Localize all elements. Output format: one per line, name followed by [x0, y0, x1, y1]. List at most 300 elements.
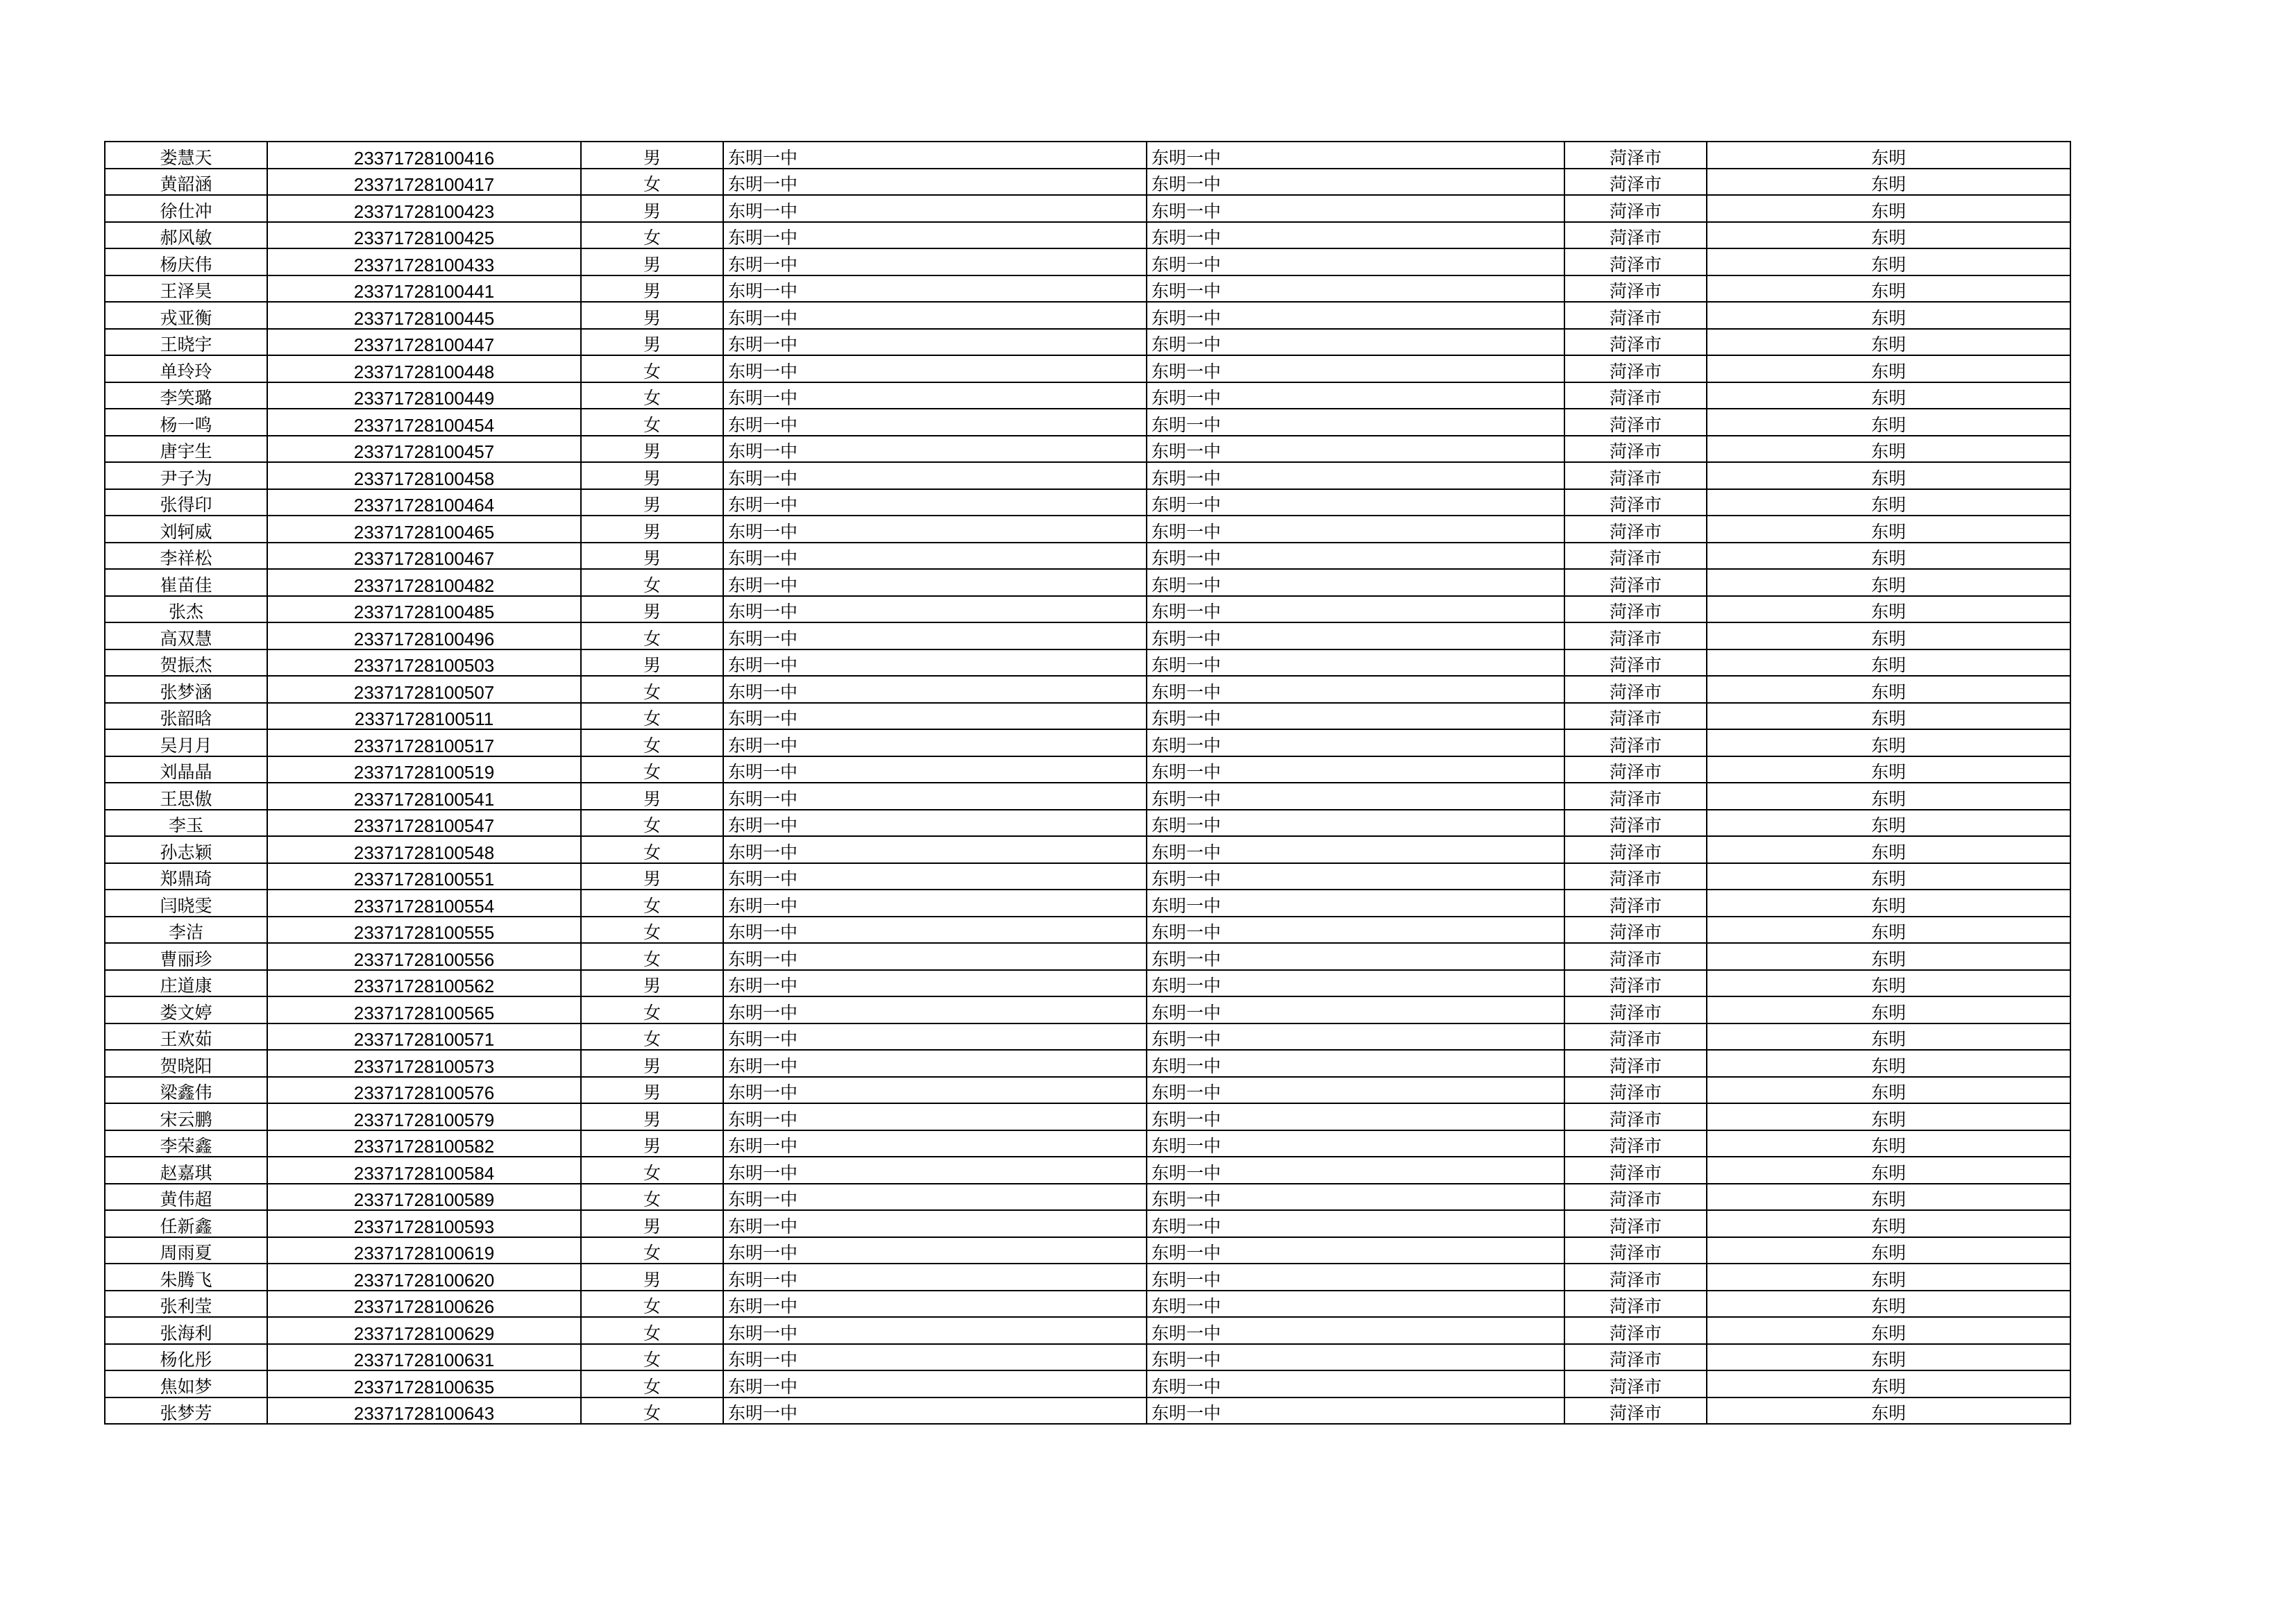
county-cell: 东明 [1707, 1291, 2070, 1318]
exam-number-cell: 23371728100464 [267, 489, 581, 516]
exam-number-cell: 23371728100643 [267, 1397, 581, 1425]
student-name-cell: 闫晓雯 [105, 890, 267, 917]
school-cell: 东明一中 [723, 275, 1147, 303]
table-row [105, 622, 2070, 649]
table-row [105, 836, 2070, 863]
student-name-cell: 娄文婷 [105, 996, 267, 1023]
exam-site-cell: 东明一中 [1147, 543, 1564, 570]
exam-number-cell: 23371728100579 [267, 1103, 581, 1130]
exam-site-cell: 东明一中 [1147, 569, 1564, 596]
city-cell: 菏泽市 [1564, 863, 1707, 890]
gender-cell: 男 [581, 1130, 723, 1157]
school-cell: 东明一中 [723, 195, 1147, 222]
table-row [105, 1370, 2070, 1397]
city-cell: 菏泽市 [1564, 462, 1707, 489]
exam-number-cell: 23371728100589 [267, 1184, 581, 1211]
county-cell: 东明 [1707, 543, 2070, 570]
exam-number-cell: 23371728100482 [267, 569, 581, 596]
school-cell: 东明一中 [723, 248, 1147, 275]
school-cell: 东明一中 [723, 622, 1147, 649]
table-row [105, 275, 2070, 303]
school-cell: 东明一中 [723, 1157, 1147, 1184]
gender-cell: 女 [581, 1370, 723, 1397]
exam-number-cell: 23371728100507 [267, 676, 581, 703]
exam-number-cell: 23371728100631 [267, 1344, 581, 1371]
school-cell: 东明一中 [723, 1397, 1147, 1425]
gender-cell: 女 [581, 1344, 723, 1371]
gender-cell: 女 [581, 729, 723, 756]
city-cell: 菏泽市 [1564, 649, 1707, 677]
school-cell: 东明一中 [723, 543, 1147, 570]
table-row [105, 996, 2070, 1023]
gender-cell: 女 [581, 569, 723, 596]
table-row [105, 703, 2070, 730]
table-row [105, 1264, 2070, 1291]
city-cell: 菏泽市 [1564, 890, 1707, 917]
exam-site-cell: 东明一中 [1147, 863, 1564, 890]
exam-site-cell: 东明一中 [1147, 1023, 1564, 1051]
gender-cell: 男 [581, 783, 723, 810]
exam-site-cell: 东明一中 [1147, 1184, 1564, 1211]
gender-cell: 女 [581, 836, 723, 863]
school-cell: 东明一中 [723, 996, 1147, 1023]
school-cell: 东明一中 [723, 222, 1147, 249]
gender-cell: 男 [581, 302, 723, 329]
exam-number-cell: 23371728100556 [267, 943, 581, 970]
table-row [105, 1130, 2070, 1157]
exam-site-cell: 东明一中 [1147, 996, 1564, 1023]
exam-site-cell: 东明一中 [1147, 1157, 1564, 1184]
exam-number-cell: 23371728100496 [267, 622, 581, 649]
exam-number-cell: 23371728100503 [267, 649, 581, 677]
exam-number-cell: 23371728100554 [267, 890, 581, 917]
exam-number-cell: 23371728100445 [267, 302, 581, 329]
table-row [105, 436, 2070, 463]
city-cell: 菏泽市 [1564, 1397, 1707, 1425]
exam-number-cell: 23371728100448 [267, 355, 581, 382]
city-cell: 菏泽市 [1564, 996, 1707, 1023]
exam-site-cell: 东明一中 [1147, 1130, 1564, 1157]
student-name-cell: 王晓宇 [105, 329, 267, 356]
city-cell: 菏泽市 [1564, 917, 1707, 944]
student-name-cell: 崔苗佳 [105, 569, 267, 596]
city-cell: 菏泽市 [1564, 1130, 1707, 1157]
county-cell: 东明 [1707, 489, 2070, 516]
student-name-cell: 李洁 [105, 917, 267, 944]
city-cell: 菏泽市 [1564, 836, 1707, 863]
exam-number-cell: 23371728100555 [267, 917, 581, 944]
city-cell: 菏泽市 [1564, 516, 1707, 543]
gender-cell: 女 [581, 1157, 723, 1184]
exam-number-cell: 23371728100519 [267, 756, 581, 783]
county-cell: 东明 [1707, 329, 2070, 356]
gender-cell: 女 [581, 1397, 723, 1425]
city-cell: 菏泽市 [1564, 1103, 1707, 1130]
school-cell: 东明一中 [723, 569, 1147, 596]
school-cell: 东明一中 [723, 863, 1147, 890]
county-cell: 东明 [1707, 783, 2070, 810]
county-cell: 东明 [1707, 1157, 2070, 1184]
school-cell: 东明一中 [723, 302, 1147, 329]
roster-table-body [105, 142, 2070, 1424]
school-cell: 东明一中 [723, 1237, 1147, 1264]
exam-number-cell: 23371728100562 [267, 970, 581, 997]
exam-number-cell: 23371728100417 [267, 169, 581, 196]
city-cell: 菏泽市 [1564, 1023, 1707, 1051]
county-cell: 东明 [1707, 409, 2070, 436]
table-row [105, 1291, 2070, 1318]
city-cell: 菏泽市 [1564, 703, 1707, 730]
exam-site-cell: 东明一中 [1147, 1077, 1564, 1104]
exam-number-cell: 23371728100447 [267, 329, 581, 356]
student-name-cell: 郝风敏 [105, 222, 267, 249]
exam-number-cell: 23371728100629 [267, 1317, 581, 1344]
student-name-cell: 王欢茹 [105, 1023, 267, 1051]
exam-site-cell: 东明一中 [1147, 596, 1564, 623]
exam-number-cell: 23371728100423 [267, 195, 581, 222]
city-cell: 菏泽市 [1564, 1264, 1707, 1291]
county-cell: 东明 [1707, 1023, 2070, 1051]
school-cell: 东明一中 [723, 1050, 1147, 1077]
city-cell: 菏泽市 [1564, 1210, 1707, 1237]
county-cell: 东明 [1707, 729, 2070, 756]
school-cell: 东明一中 [723, 783, 1147, 810]
exam-site-cell: 东明一中 [1147, 970, 1564, 997]
gender-cell: 女 [581, 382, 723, 409]
exam-site-cell: 东明一中 [1147, 1210, 1564, 1237]
county-cell: 东明 [1707, 1317, 2070, 1344]
county-cell: 东明 [1707, 1130, 2070, 1157]
city-cell: 菏泽市 [1564, 756, 1707, 783]
school-cell: 东明一中 [723, 436, 1147, 463]
student-name-cell: 刘晶晶 [105, 756, 267, 783]
student-name-cell: 高双慧 [105, 622, 267, 649]
exam-site-cell: 东明一中 [1147, 1050, 1564, 1077]
student-name-cell: 杨化彤 [105, 1344, 267, 1371]
exam-number-cell: 23371728100465 [267, 516, 581, 543]
table-row [105, 142, 2070, 169]
student-name-cell: 李笑璐 [105, 382, 267, 409]
gender-cell: 女 [581, 1023, 723, 1051]
city-cell: 菏泽市 [1564, 489, 1707, 516]
exam-site-cell: 东明一中 [1147, 275, 1564, 303]
exam-number-cell: 23371728100551 [267, 863, 581, 890]
student-name-cell: 张得印 [105, 489, 267, 516]
city-cell: 菏泽市 [1564, 169, 1707, 196]
school-cell: 东明一中 [723, 329, 1147, 356]
gender-cell: 女 [581, 756, 723, 783]
exam-site-cell: 东明一中 [1147, 703, 1564, 730]
exam-number-cell: 23371728100582 [267, 1130, 581, 1157]
school-cell: 东明一中 [723, 970, 1147, 997]
exam-site-cell: 东明一中 [1147, 1370, 1564, 1397]
exam-number-cell: 23371728100620 [267, 1264, 581, 1291]
student-name-cell: 贺振杰 [105, 649, 267, 677]
exam-site-cell: 东明一中 [1147, 1237, 1564, 1264]
city-cell: 菏泽市 [1564, 543, 1707, 570]
exam-site-cell: 东明一中 [1147, 409, 1564, 436]
student-name-cell: 唐宇生 [105, 436, 267, 463]
exam-number-cell: 23371728100584 [267, 1157, 581, 1184]
exam-number-cell: 23371728100454 [267, 409, 581, 436]
county-cell: 东明 [1707, 970, 2070, 997]
county-cell: 东明 [1707, 1210, 2070, 1237]
school-cell: 东明一中 [723, 382, 1147, 409]
city-cell: 菏泽市 [1564, 329, 1707, 356]
table-row [105, 409, 2070, 436]
city-cell: 菏泽市 [1564, 1184, 1707, 1211]
city-cell: 菏泽市 [1564, 783, 1707, 810]
student-name-cell: 张韶晗 [105, 703, 267, 730]
city-cell: 菏泽市 [1564, 596, 1707, 623]
student-name-cell: 宋云鹏 [105, 1103, 267, 1130]
city-cell: 菏泽市 [1564, 943, 1707, 970]
exam-site-cell: 东明一中 [1147, 222, 1564, 249]
gender-cell: 女 [581, 409, 723, 436]
city-cell: 菏泽市 [1564, 436, 1707, 463]
city-cell: 菏泽市 [1564, 1344, 1707, 1371]
exam-number-cell: 23371728100425 [267, 222, 581, 249]
table-row [105, 1317, 2070, 1344]
table-row [105, 1023, 2070, 1051]
table-row [105, 569, 2070, 596]
school-cell: 东明一中 [723, 1210, 1147, 1237]
county-cell: 东明 [1707, 142, 2070, 169]
table-row [105, 489, 2070, 516]
exam-number-cell: 23371728100511 [267, 703, 581, 730]
gender-cell: 女 [581, 676, 723, 703]
table-row [105, 810, 2070, 837]
gender-cell: 男 [581, 970, 723, 997]
table-row [105, 890, 2070, 917]
school-cell: 东明一中 [723, 810, 1147, 837]
county-cell: 东明 [1707, 622, 2070, 649]
gender-cell: 男 [581, 142, 723, 169]
student-name-cell: 周雨夏 [105, 1237, 267, 1264]
exam-site-cell: 东明一中 [1147, 1344, 1564, 1371]
exam-site-cell: 东明一中 [1147, 890, 1564, 917]
table-row [105, 516, 2070, 543]
table-row [105, 1077, 2070, 1104]
student-name-cell: 李祥松 [105, 543, 267, 570]
student-name-cell: 王思傲 [105, 783, 267, 810]
city-cell: 菏泽市 [1564, 222, 1707, 249]
student-name-cell: 张杰 [105, 596, 267, 623]
table-row [105, 1157, 2070, 1184]
exam-number-cell: 23371728100576 [267, 1077, 581, 1104]
student-name-cell: 杨一鸣 [105, 409, 267, 436]
table-row [105, 943, 2070, 970]
table-row [105, 783, 2070, 810]
table-row [105, 756, 2070, 783]
exam-number-cell: 23371728100593 [267, 1210, 581, 1237]
city-cell: 菏泽市 [1564, 676, 1707, 703]
county-cell: 东明 [1707, 996, 2070, 1023]
student-name-cell: 刘轲威 [105, 516, 267, 543]
student-name-cell: 李荣鑫 [105, 1130, 267, 1157]
city-cell: 菏泽市 [1564, 810, 1707, 837]
table-row [105, 1397, 2070, 1425]
county-cell: 东明 [1707, 1397, 2070, 1425]
exam-site-cell: 东明一中 [1147, 917, 1564, 944]
exam-site-cell: 东明一中 [1147, 462, 1564, 489]
county-cell: 东明 [1707, 516, 2070, 543]
county-cell: 东明 [1707, 248, 2070, 275]
city-cell: 菏泽市 [1564, 1077, 1707, 1104]
student-name-cell: 杨庆伟 [105, 248, 267, 275]
exam-number-cell: 23371728100517 [267, 729, 581, 756]
city-cell: 菏泽市 [1564, 569, 1707, 596]
exam-site-cell: 东明一中 [1147, 622, 1564, 649]
county-cell: 东明 [1707, 836, 2070, 863]
city-cell: 菏泽市 [1564, 1317, 1707, 1344]
gender-cell: 男 [581, 1077, 723, 1104]
city-cell: 菏泽市 [1564, 275, 1707, 303]
student-name-cell: 尹子为 [105, 462, 267, 489]
city-cell: 菏泽市 [1564, 622, 1707, 649]
table-row [105, 729, 2070, 756]
exam-site-cell: 东明一中 [1147, 355, 1564, 382]
student-name-cell: 黄韶涵 [105, 169, 267, 196]
school-cell: 东明一中 [723, 756, 1147, 783]
school-cell: 东明一中 [723, 703, 1147, 730]
city-cell: 菏泽市 [1564, 409, 1707, 436]
exam-site-cell: 东明一中 [1147, 1397, 1564, 1425]
exam-site-cell: 东明一中 [1147, 302, 1564, 329]
school-cell: 东明一中 [723, 1130, 1147, 1157]
student-name-cell: 朱腾飞 [105, 1264, 267, 1291]
county-cell: 东明 [1707, 1344, 2070, 1371]
table-row [105, 1184, 2070, 1211]
exam-number-cell: 23371728100433 [267, 248, 581, 275]
table-row [105, 1103, 2070, 1130]
county-cell: 东明 [1707, 917, 2070, 944]
table-row [105, 1237, 2070, 1264]
city-cell: 菏泽市 [1564, 382, 1707, 409]
county-cell: 东明 [1707, 1370, 2070, 1397]
gender-cell: 女 [581, 810, 723, 837]
county-cell: 东明 [1707, 943, 2070, 970]
school-cell: 东明一中 [723, 462, 1147, 489]
exam-site-cell: 东明一中 [1147, 436, 1564, 463]
gender-cell: 女 [581, 1291, 723, 1318]
school-cell: 东明一中 [723, 142, 1147, 169]
table-row [105, 1344, 2070, 1371]
gender-cell: 男 [581, 1050, 723, 1077]
exam-site-cell: 东明一中 [1147, 1264, 1564, 1291]
exam-number-cell: 23371728100467 [267, 543, 581, 570]
exam-site-cell: 东明一中 [1147, 1291, 1564, 1318]
school-cell: 东明一中 [723, 1184, 1147, 1211]
student-name-cell: 戎亚衡 [105, 302, 267, 329]
gender-cell: 男 [581, 1264, 723, 1291]
gender-cell: 女 [581, 622, 723, 649]
exam-site-cell: 东明一中 [1147, 516, 1564, 543]
school-cell: 东明一中 [723, 596, 1147, 623]
table-row [105, 355, 2070, 382]
table-row [105, 1210, 2070, 1237]
county-cell: 东明 [1707, 1264, 2070, 1291]
school-cell: 东明一中 [723, 836, 1147, 863]
table-row [105, 302, 2070, 329]
gender-cell: 男 [581, 462, 723, 489]
exam-number-cell: 23371728100635 [267, 1370, 581, 1397]
county-cell: 东明 [1707, 890, 2070, 917]
gender-cell: 女 [581, 996, 723, 1023]
table-row [105, 222, 2070, 249]
county-cell: 东明 [1707, 596, 2070, 623]
school-cell: 东明一中 [723, 1291, 1147, 1318]
county-cell: 东明 [1707, 275, 2070, 303]
student-name-cell: 娄慧天 [105, 142, 267, 169]
table-row [105, 543, 2070, 570]
county-cell: 东明 [1707, 1077, 2070, 1104]
school-cell: 东明一中 [723, 943, 1147, 970]
table-row [105, 169, 2070, 196]
school-cell: 东明一中 [723, 917, 1147, 944]
school-cell: 东明一中 [723, 1264, 1147, 1291]
county-cell: 东明 [1707, 1103, 2070, 1130]
school-cell: 东明一中 [723, 409, 1147, 436]
table-row [105, 676, 2070, 703]
exam-number-cell: 23371728100449 [267, 382, 581, 409]
gender-cell: 女 [581, 890, 723, 917]
gender-cell: 男 [581, 863, 723, 890]
exam-number-cell: 23371728100457 [267, 436, 581, 463]
table-row [105, 195, 2070, 222]
school-cell: 东明一中 [723, 1370, 1147, 1397]
student-name-cell: 张利莹 [105, 1291, 267, 1318]
gender-cell: 男 [581, 516, 723, 543]
exam-site-cell: 东明一中 [1147, 729, 1564, 756]
student-name-cell: 徐仕冲 [105, 195, 267, 222]
exam-number-cell: 23371728100548 [267, 836, 581, 863]
county-cell: 东明 [1707, 756, 2070, 783]
exam-number-cell: 23371728100547 [267, 810, 581, 837]
school-cell: 东明一中 [723, 489, 1147, 516]
exam-site-cell: 东明一中 [1147, 1103, 1564, 1130]
gender-cell: 男 [581, 275, 723, 303]
student-name-cell: 贺晓阳 [105, 1050, 267, 1077]
city-cell: 菏泽市 [1564, 302, 1707, 329]
county-cell: 东明 [1707, 382, 2070, 409]
school-cell: 东明一中 [723, 890, 1147, 917]
county-cell: 东明 [1707, 169, 2070, 196]
city-cell: 菏泽市 [1564, 729, 1707, 756]
student-name-cell: 梁鑫伟 [105, 1077, 267, 1104]
gender-cell: 男 [581, 248, 723, 275]
gender-cell: 女 [581, 943, 723, 970]
school-cell: 东明一中 [723, 1103, 1147, 1130]
school-cell: 东明一中 [723, 1077, 1147, 1104]
gender-cell: 女 [581, 169, 723, 196]
student-name-cell: 张梦涵 [105, 676, 267, 703]
gender-cell: 男 [581, 649, 723, 677]
county-cell: 东明 [1707, 195, 2070, 222]
school-cell: 东明一中 [723, 516, 1147, 543]
table-row [105, 1050, 2070, 1077]
county-cell: 东明 [1707, 703, 2070, 730]
city-cell: 菏泽市 [1564, 355, 1707, 382]
exam-number-cell: 23371728100458 [267, 462, 581, 489]
school-cell: 东明一中 [723, 1023, 1147, 1051]
gender-cell: 男 [581, 489, 723, 516]
student-name-cell: 庄道康 [105, 970, 267, 997]
student-name-cell: 张海利 [105, 1317, 267, 1344]
exam-site-cell: 东明一中 [1147, 1317, 1564, 1344]
county-cell: 东明 [1707, 355, 2070, 382]
gender-cell: 男 [581, 1103, 723, 1130]
